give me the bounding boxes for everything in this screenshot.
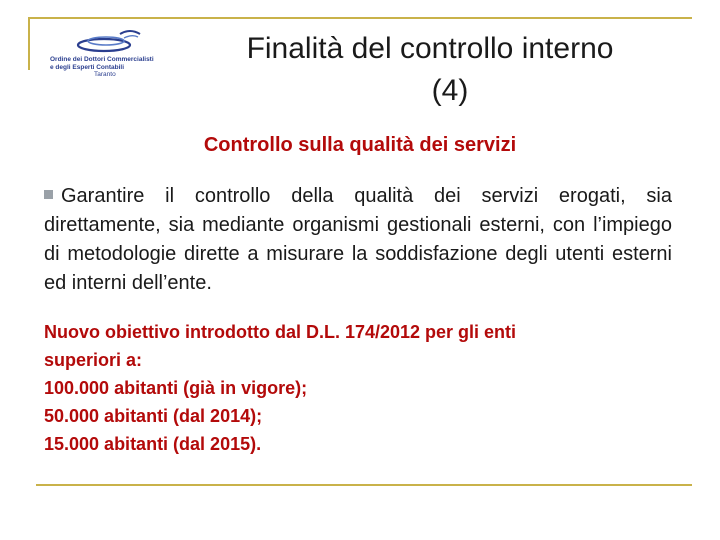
square-bullet-icon (44, 190, 53, 199)
logo (44, 28, 174, 84)
title-line-1: Finalità del controllo interno (246, 32, 614, 65)
slide-title (180, 28, 680, 112)
bullet-text: Garantire il controllo della qualità dei servizi erogati, sia direttamente, sia mediante organismi gestionali esterni, con l’impiego di metodologie dirette a misurare la soddisfazione degli utenti esterni ed interni dell’ente. (44, 185, 672, 294)
logo-line-2: e degli Esperti Contabili (50, 63, 125, 71)
frame-bottom-line (36, 484, 692, 486)
highlight-line-2: superiori a: (44, 350, 143, 370)
highlight-block (44, 318, 684, 458)
frame-top-line (28, 17, 692, 19)
logo-text (50, 56, 180, 79)
bullet-paragraph (44, 182, 672, 298)
highlight-line-3: 100.000 abitanti (già in vigore); (44, 378, 308, 398)
logo-emblem-icon (62, 28, 152, 56)
frame-left-line (28, 17, 30, 70)
section-subtitle: Controllo sulla qualità dei servizi (203, 134, 517, 156)
highlight-line-4: 50.000 abitanti (dal 2014); (44, 406, 263, 426)
highlight-line-5: 15.000 abitanti (dal 2015). (44, 434, 262, 454)
highlight-line-1: Nuovo obiettivo introdotto dal D.L. 174/2012 per gli enti (44, 322, 517, 342)
logo-line-1: Ordine dei Dottori Commercialisti (50, 56, 154, 63)
logo-line-3: Taranto (94, 71, 116, 78)
title-line-2: (4) (431, 74, 469, 107)
